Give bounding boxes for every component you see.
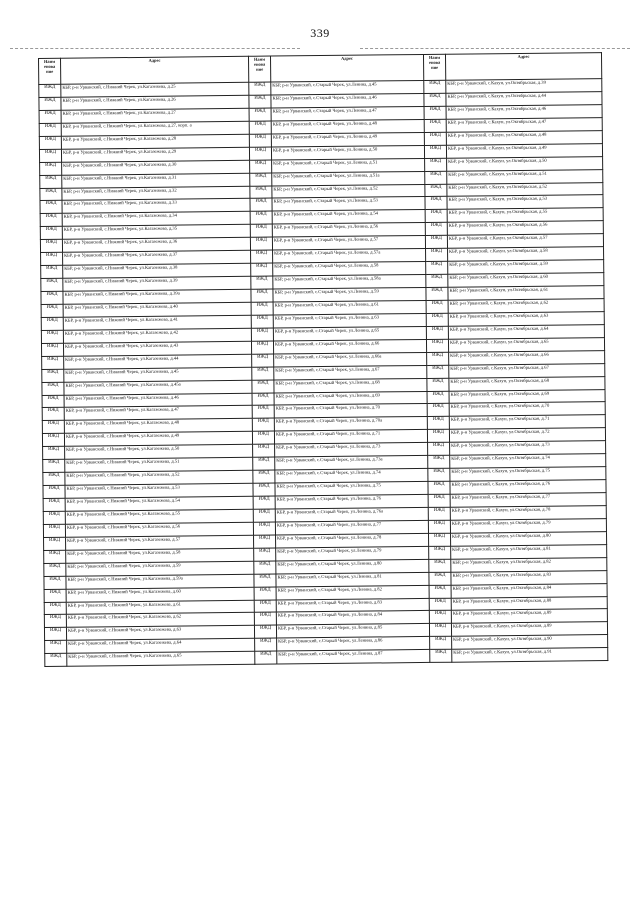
building-type-cell: ИЖД [39, 84, 61, 97]
building-type-cell: ИЖД [427, 365, 449, 378]
building-type-cell: ИЖД [253, 509, 275, 522]
building-type-cell: ИЖД [39, 123, 61, 136]
address-cell: КБР, р-н Урванский, с.Старый Черек, ул.Ленина, д.87 [277, 650, 430, 665]
table-body [39, 79, 608, 667]
address-cell: КБР, р-н Урванский, с.Нижний Черек, ул.Кагазежева, д.59 [66, 561, 254, 576]
address-cell: КБР, р-н Урванский, с.Нижний Черек, ул.Кагазежева, д.50 [65, 445, 253, 460]
address-cell: КБР, р-н Урванский, с.Старый Черек, ул.Ленина, д.79 [276, 546, 429, 561]
building-type-cell: ИЖД [428, 494, 450, 507]
address-cell: КБР, р-н Урванский, с.Нижний Черек, ул.Кагазежева, д.33 [62, 199, 250, 214]
building-type-cell: ИЖД [427, 417, 449, 430]
building-type-cell: ИЖД [251, 315, 273, 328]
page-number: 339 [310, 26, 330, 40]
building-type-cell: ИЖД [42, 421, 64, 434]
address-cell: КБР, р-н Урванский, с.Кахун, ул.Октябрьская, д.57 [447, 234, 603, 249]
address-cell: КБР, р-н Урванский, с.Старый Черек, ул.Ленина, д.48 [271, 119, 424, 134]
address-cell: КБР, р-н Урванский, с.Нижний Черек, ул.Кагазежева, д.36 [62, 238, 250, 253]
building-type-cell: ИЖД [252, 380, 274, 393]
address-cell: КБР, р-н Урванский, с.Кахун, ул.Октябрьская, д.74 [450, 454, 606, 469]
address-cell: КБР, р-н Урванский, с.Нижний Черек, ул.Кагазежева, д.37 [63, 250, 251, 265]
building-type-cell: ИЖД [429, 559, 451, 572]
building-type-cell: ИЖД [425, 197, 447, 210]
address-cell: КБР, р-н Урванский, с.Кахун, ул.Октябрьская, д.91 [452, 648, 608, 663]
building-type-cell: ИЖД [425, 171, 447, 184]
building-type-cell: ИЖД [40, 201, 62, 214]
address-cell: КБР, р-н Урванский, с.Старый Черек, ул.Ленина, д.46 [271, 93, 424, 108]
address-cell: КБР, р-н Урванский, с.Старый Черек, ул.Ленина, д.82 [276, 585, 429, 600]
address-cell: КБР, р-н Урванский, с.Старый Черек, ул.Ленина, д.58 [273, 262, 426, 277]
address-cell: КБР, р-н Урванский, с.Нижний Черек, ул.Кагазежева, д.43 [63, 341, 251, 356]
address-cell: КБР, р-н Урванский, с.Старый Черек, ул.Ленина, д.83 [276, 598, 429, 613]
building-type-cell: ИЖД [43, 446, 65, 459]
address-cell: КБР, р-н Урванский, с.Нижний Черек, ул.Кагазежева, д.30 [62, 160, 250, 175]
building-type-cell: ИЖД [253, 483, 275, 496]
building-type-cell: ИЖД [427, 352, 449, 365]
address-cell: КБР, р-н Урванский, с.Нижний Черек, ул.Кагазежева, д.40 [63, 302, 251, 317]
building-type-cell: ИЖД [40, 188, 62, 201]
building-type-cell: ИЖД [429, 598, 451, 611]
building-type-cell: ИЖД [425, 184, 447, 197]
building-type-cell: ИЖД [428, 520, 450, 533]
address-cell: КБР, р-н Урванский, с.Нижний Черек, ул.Кагазежева, д.28 [61, 134, 249, 149]
building-type-cell: ИЖД [42, 382, 64, 395]
building-type-cell: ИЖД [42, 395, 64, 408]
address-cell: КБР, р-н Урванский, с.Старый Черек, ул.Ленина, д.66 [273, 339, 426, 354]
address-cell: КБР, р-н Урванский, с.Нижний Черек, ул.Кагазежева, д.48 [64, 419, 252, 434]
building-type-cell: ИЖД [428, 442, 450, 455]
address-cell: КБР, р-н Урванский, с.Кахун, ул.Октябрьская, д.49 [446, 143, 602, 158]
building-type-cell: ИЖД [429, 624, 451, 637]
building-type-cell: ИЖД [44, 563, 66, 576]
building-type-cell: ИЖД [253, 496, 275, 509]
building-type-cell: ИЖД [252, 367, 274, 380]
address-cell: КБР, р-н Урванский, с.Нижний Черек, ул.Кагазежева, д.54 [65, 496, 253, 511]
building-type-cell: ИЖД [40, 175, 62, 188]
building-type-cell: ИЖД [44, 537, 66, 550]
building-type-cell: ИЖД [252, 393, 274, 406]
address-cell: КБР, р-н Урванский, с.Старый Черек, ул.Ленина, д.51а [272, 171, 425, 186]
building-type-cell: ИЖД [253, 457, 275, 470]
address-cell: КБР, р-н Урванский, с.Кахун, ул.Октябрьская, д.66 [449, 350, 605, 365]
building-type-cell: ИЖД [250, 211, 272, 224]
address-cell: КБР, р-н Урванский, с.Кахун, ул.Октябрьская, д.62 [448, 299, 604, 314]
address-cell: КБР, р-н Урванский, с.Кахун, ул.Октябрьская, д.88 [451, 596, 607, 611]
address-cell: КБР, р-н Урванский, с.Старый Черек, ул.Ленина, д.86 [277, 637, 430, 652]
building-type-cell: ИЖД [426, 248, 448, 261]
building-type-cell: ИЖД [41, 317, 63, 330]
column-header-address: Адрес [445, 53, 601, 81]
address-cell: КБР, р-н Урванский, с.Старый Черек, ул.Ленина, д.49 [271, 132, 424, 147]
address-cell: КБР, р-н Урванский, с.Кахун, ул.Октябрьская, д.89 [451, 622, 607, 637]
address-cell: КБР, р-н Урванский, с.Старый Черек, ул.Ленина, д.78 [276, 533, 429, 548]
building-type-cell: ИЖД [254, 600, 276, 613]
address-cell: КБР, р-н Урванский, с.Нижний Черек, ул.Кагазежева, д.56 [65, 522, 253, 537]
address-cell: КБР, р-н Урванский, с.Старый Черек, ул.Ленина, д.74 [275, 469, 428, 484]
building-type-cell: ИЖД [43, 485, 65, 498]
building-type-cell: ИЖД [40, 240, 62, 253]
address-cell: КБР, р-н Урванский, с.Кахун, ул.Октябрьская, д.58 [448, 247, 604, 262]
address-cell: КБР, р-н Урванский, с.Кахун, ул.Октябрьская, д.84 [451, 583, 607, 598]
building-type-cell: ИЖД [250, 173, 272, 186]
building-type-cell: ИЖД [43, 459, 65, 472]
column-header-address: Адрес [270, 54, 423, 82]
building-type-cell: ИЖД [428, 507, 450, 520]
building-type-cell: ИЖД [426, 339, 448, 352]
building-type-cell: ИЖД [251, 302, 273, 315]
address-cell: КБР, р-н Урванский, с.Нижний Черек, ул.Кагазежева, д.57 [66, 535, 254, 550]
address-cell: КБР, р-н Урванский, с.Нижний Черек, ул.Кагазежева, д.41 [63, 315, 251, 330]
building-type-cell: ИЖД [42, 434, 64, 447]
address-cell: КБР, р-н Урванский, с.Старый Черек, ул.Ленина, д.61 [273, 300, 426, 315]
address-cell: КБР, р-н Урванский, с.Старый Черек, ул.Ленина, д.69 [274, 391, 427, 406]
address-cell: КБР, р-н Урванский, с.Нижний Черек, ул.Кагазежева, д.64 [67, 639, 255, 654]
building-type-cell: ИЖД [41, 278, 63, 291]
building-type-cell: ИЖД [254, 612, 276, 625]
building-type-cell: ИЖД [251, 341, 273, 354]
building-type-cell: ИЖД [39, 97, 61, 110]
address-cell: КБР, р-н Урванский, с.Старый Черек, ул.Ленина, д.68 [274, 378, 427, 393]
address-cell: КБР, р-н Урванский, с.Нижний Черек, ул.Кагазежева, д.27 [61, 108, 249, 123]
address-cell: КБР, р-н Урванский, с.Старый Черек, ул.Ленина, д.65 [273, 326, 426, 341]
address-cell: КБР, р-н Урванский, с.Кахун, ул.Октябрьская, д.78 [450, 506, 606, 521]
building-type-cell: ИЖД [427, 391, 449, 404]
address-cell: КБР, р-н Урванский, с.Кахун, ул.Октябрьская, д.44 [446, 92, 602, 107]
building-type-cell: ИЖД [44, 589, 66, 602]
address-cell: КБР, р-н Урванский, с.Нижний Черек, ул.Кагазежева, д.26 [61, 95, 249, 110]
address-cell: КБР, р-н Урванский, с.Нижний Черек, ул.Кагазежева, д.63 [66, 626, 254, 641]
address-cell: КБР, р-н Урванский, с.Кахун, ул.Октябрьская, д.46 [446, 104, 602, 119]
building-type-cell: ИЖД [249, 95, 271, 108]
address-cell: КБР, р-н Урванский, с.Старый Черек, ул.Ленина, д.73 [275, 443, 428, 458]
building-type-cell: ИЖД [424, 106, 446, 119]
building-type-cell: ИЖД [426, 326, 448, 339]
building-type-cell: ИЖД [44, 576, 66, 589]
address-cell: КБР, р-н Урванский, с.Кахун, ул.Октябрьская, д.64 [448, 324, 604, 339]
address-cell: КБР, р-н Урванский, с.Нижний Черек, ул.Кагазежева, д.46 [64, 393, 252, 408]
address-cell: КБР, р-н Урванский, с.Нижний Черек, ул.Кагазежева, д.31 [62, 173, 250, 188]
address-cell: КБР, р-н Урванский, с.Старый Черек, ул.Ленина, д.81 [276, 572, 429, 587]
building-type-cell: ИЖД [254, 587, 276, 600]
building-type-cell: ИЖД [427, 378, 449, 391]
building-type-cell: ИЖД [45, 641, 67, 654]
building-type-cell: ИЖД [254, 625, 276, 638]
address-cell: КБР, р-н Урванский, с.Нижний Черек, ул.Кагазежева, д.45а [64, 380, 252, 395]
building-type-cell: ИЖД [254, 535, 276, 548]
address-cell: КБР, р-н Урванский, с.Старый Черек, ул.Ленина, д.51 [272, 158, 425, 173]
address-cell: КБР, р-н Урванский, с.Старый Черек, ул.Ленина, д.73а [275, 456, 428, 471]
address-cell: КБР, р-н Урванский, с.Нижний Черек, ул.Кагазежева, д.49 [64, 432, 252, 447]
address-cell: КБР, р-н Урванский, с.Старый Черек, ул.Ленина, д.45 [271, 80, 424, 95]
scan-artifact-line [10, 48, 300, 49]
address-cell: КБР, р-н Урванский, с.Кахун, ул.Октябрьская, д.90 [452, 635, 608, 650]
address-cell: КБР, р-н Урванский, с.Старый Черек, ул.Ленина, д.54 [272, 210, 425, 225]
address-cell: КБР, р-н Урванский, с.Нижний Черек, ул.Кагазежева, д.60 [66, 587, 254, 602]
address-cell: КБР, р-н Урванский, с.Старый Черек, ул.Ленина, д.57 [272, 236, 425, 251]
building-type-cell: ИЖД [430, 637, 452, 650]
address-cell: КБР, р-н Урванский, с.Старый Черек, ул.Ленина, д.75 [275, 482, 428, 497]
address-cell: КБР, р-н Урванский, с.Старый Черек, ул.Ленина, д.76а [275, 507, 428, 522]
address-cell: КБР, р-н Урванский, с.Старый Черек, ул.Ленина, д.66а [274, 352, 427, 367]
address-cell: КБР, р-н Урванский, с.Старый Черек, ул.Ленина, д.77 [275, 520, 428, 535]
building-type-cell: ИЖД [252, 405, 274, 418]
address-cell: КБР, р-н Урванский, с.Кахун, ул.Октябрьская, д.67 [449, 363, 605, 378]
building-type-cell: ИЖД [252, 431, 274, 444]
address-table [38, 52, 608, 667]
address-cell: КБР, р-н Урванский, с.Старый Черек, ул.Ленина, д.50 [271, 145, 424, 160]
building-type-cell: ИЖД [40, 227, 62, 240]
address-cell: КБР, р-н Урванский, с.Кахун, ул.Октябрьская, д.53 [447, 195, 603, 210]
building-type-cell: ИЖД [425, 223, 447, 236]
address-cell: КБР, р-н Урванский, с.Кахун, ул.Октябрьская, д.82 [451, 557, 607, 572]
building-type-cell: ИЖД [44, 550, 66, 563]
building-type-cell: ИЖД [253, 522, 275, 535]
address-cell: КБР, р-н Урванский, с.Нижний Черек, ул.Кагазежева, д.65 [67, 652, 255, 667]
address-cell: КБР, р-н Урванский, с.Кахун, ул.Октябрьская, д.71 [449, 415, 605, 430]
address-cell: КБР, р-н Урванский, с.Старый Черек, ул.Ленина, д.56 [272, 223, 425, 238]
building-type-cell: ИЖД [42, 369, 64, 382]
building-type-cell: ИЖД [424, 119, 446, 132]
address-cell: КБР, р-н Урванский, с.Старый Черек, ул.Ленина, д.52 [272, 184, 425, 199]
building-type-cell: ИЖД [44, 602, 66, 615]
building-type-cell: ИЖД [250, 198, 272, 211]
column-header-kind: Наим енова ние [39, 58, 61, 84]
building-type-cell: ИЖД [426, 300, 448, 313]
building-type-cell: ИЖД [41, 343, 63, 356]
address-cell: КБР, р-н Урванский, с.Старый Черек, ул.Ленина, д.85 [276, 624, 429, 639]
building-type-cell: ИЖД [251, 276, 273, 289]
address-cell: КБР, р-н Урванский, с.Старый Черек, ул.Ленина, д.63 [273, 313, 426, 328]
building-type-cell: ИЖД [254, 548, 276, 561]
building-type-cell: ИЖД [426, 313, 448, 326]
address-cell: КБР, р-н Урванский, с.Старый Черек, ул.Ленина, д.53 [272, 197, 425, 212]
address-cell: КБР, р-н Урванский, с.Кахун, ул.Октябрьская, д.76 [450, 480, 606, 495]
address-cell: КБР, р-н Урванский, с.Кахун, ул.Октябрьская, д.61 [448, 286, 604, 301]
address-cell: КБР, р-н Урванский, с.Нижний Черек, ул.Кагазежева, д.61 [66, 600, 254, 615]
building-type-cell: ИЖД [253, 444, 275, 457]
building-type-cell: ИЖД [428, 481, 450, 494]
address-cell: КБР, р-н Урванский, с.Нижний Черек, ул.Кагазежева, д.35 [62, 225, 250, 240]
address-cell: КБР, р-н Урванский, с.Нижний Черек, ул.Кагазежева, д.39 [63, 276, 251, 291]
building-type-cell: ИЖД [249, 134, 271, 147]
address-cell: КБР, р-н Урванский, с.Нижний Черек, ул.Кагазежева, д.55 [65, 509, 253, 524]
address-cell: КБР, р-н Урванский, с.Кахун, ул.Октябрьская, д.83 [451, 570, 607, 585]
building-type-cell: ИЖД [429, 585, 451, 598]
building-type-cell: ИЖД [40, 162, 62, 175]
building-type-cell: ИЖД [251, 250, 273, 263]
building-type-cell: ИЖД [255, 638, 277, 651]
building-type-cell: ИЖД [250, 237, 272, 250]
building-type-cell: ИЖД [41, 291, 63, 304]
address-cell: КБР, р-н Урванский, с.Старый Черек, ул.Ленина, д.57а [273, 249, 426, 264]
building-type-cell: ИЖД [43, 472, 65, 485]
address-cell: КБР, р-н Урванский, с.Кахун, ул.Октябрьская, д.73 [450, 441, 606, 456]
building-type-cell: ИЖД [252, 418, 274, 431]
address-table-wrapper [38, 52, 607, 667]
building-type-cell: ИЖД [43, 524, 65, 537]
address-cell: КБР, р-н Урванский, с.Нижний Черек, ул.Кагазежева, д.38 [63, 263, 251, 278]
building-type-cell: ИЖД [250, 160, 272, 173]
building-type-cell: ИЖД [41, 330, 63, 343]
address-cell: КБР, р-н Урванский, с.Нижний Черек, ул.Кагазежева, д.62 [66, 613, 254, 628]
building-type-cell: ИЖД [425, 235, 447, 248]
address-cell: КБР, р-н Урванский, с.Кахун, ул.Октябрьская, д.89 [451, 609, 607, 624]
address-cell: КБР, р-н Урванский, с.Нижний Черек, ул.Кагазежева, д.29 [61, 147, 249, 162]
building-type-cell: ИЖД [429, 546, 451, 559]
address-cell: КБР, р-н Урванский, с.Старый Черек, ул.Ленина, д.47 [271, 106, 424, 121]
building-type-cell: ИЖД [424, 80, 446, 93]
building-type-cell: ИЖД [429, 611, 451, 624]
address-cell: КБР, р-н Урванский, с.Кахун, ул.Октябрьская, д.47 [446, 117, 602, 132]
address-cell: КБР, р-н Урванский, с.Нижний Черек, ул.Кагазежева, д.39а [63, 289, 251, 304]
address-cell: КБР, р-н Урванский, с.Старый Черек, ул.Ленина, д.70а [274, 417, 427, 432]
building-type-cell: ИЖД [39, 149, 61, 162]
address-cell: КБР, р-н Урванский, с.Старый Черек, ул.Ленина, д.71 [274, 430, 427, 445]
address-cell: КБР, р-н Урванский, с.Старый Черек, ул.Ленина, д.84 [276, 611, 429, 626]
address-cell: КБР, р-н Урванский, с.Кахун, ул.Октябрьская, д.65 [448, 337, 604, 352]
address-cell: КБР, р-н Урванский, с.Кахун, ул.Октябрьская, д.55 [447, 208, 603, 223]
building-type-cell: ИЖД [43, 511, 65, 524]
address-cell: КБР, р-н Урванский, с.Нижний Черек, ул.Кагазежева, д.42 [63, 328, 251, 343]
address-cell: КБР, р-н Урванский, с.Кахун, ул.Октябрьская, д.70 [449, 402, 605, 417]
address-cell: КБР, р-н Урванский, с.Кахун, ул.Октябрьская, д.81 [451, 544, 607, 559]
address-cell: КБР, р-н Урванский, с.Кахун, ул.Октябрьская, д.79 [450, 518, 606, 533]
address-cell: КБР, р-н Урванский, с.Нижний Черек, ул.Кагазежева, д.52 [65, 470, 253, 485]
building-type-cell: ИЖД [42, 408, 64, 421]
address-cell: КБР, р-н Урванский, с.Кахун, ул.Октябрьская, д.77 [450, 493, 606, 508]
building-type-cell: ИЖД [41, 304, 63, 317]
address-cell: КБР, р-н Урванский, с.Нижний Черек, ул.Кагазежева, д.32 [62, 186, 250, 201]
building-type-cell: ИЖД [427, 430, 449, 443]
building-type-cell: ИЖД [424, 145, 446, 158]
address-cell: КБР, р-н Урванский, с.Нижний Черек, ул.Кагазежева, д.59а [66, 574, 254, 589]
building-type-cell: ИЖД [251, 328, 273, 341]
address-cell: КБР, р-н Урванский, с.Нижний Черек, ул.Кагазежева, д.44 [64, 354, 252, 369]
building-type-cell: ИЖД [429, 572, 451, 585]
column-header-kind: Наим енова ние [248, 56, 270, 82]
building-type-cell: ИЖД [430, 649, 452, 662]
building-type-cell: ИЖД [41, 252, 63, 265]
building-type-cell: ИЖД [249, 121, 271, 134]
building-type-cell: ИЖД [45, 653, 67, 666]
address-cell: КБР, р-н Урванский, с.Кахун, ул.Октябрьская, д.80 [450, 531, 606, 546]
column-header-address: Адрес [61, 56, 249, 84]
building-type-cell: ИЖД [40, 214, 62, 227]
address-cell: КБР, р-н Урванский, с.Кахун, ул.Октябрьская, д.51 [447, 169, 603, 184]
building-type-cell: ИЖД [43, 498, 65, 511]
address-cell: КБР, р-н Урванский, с.Нижний Черек, ул.Кагазежева, д.53 [65, 483, 253, 498]
address-cell: КБР, р-н Урванский, с.Старый Черек, ул.Ленина, д.70 [274, 404, 427, 419]
building-type-cell: ИЖД [428, 468, 450, 481]
building-type-cell: ИЖД [251, 263, 273, 276]
address-cell: КБР, р-н Урванский, с.Кахун, ул.Октябрьская, д.60 [448, 273, 604, 288]
building-type-cell: ИЖД [254, 561, 276, 574]
building-type-cell: ИЖД [424, 93, 446, 106]
column-header-kind: Наим енова ние [423, 54, 445, 80]
address-cell: КБР, р-н Урванский, с.Нижний Черек, ул.Кагазежева, д.27, корп. а [61, 121, 249, 136]
building-type-cell: ИЖД [44, 615, 66, 628]
building-type-cell: ИЖД [427, 404, 449, 417]
address-cell: КБР, р-н Урванский, с.Кахун, ул.Октябрьская, д.68 [449, 376, 605, 391]
building-type-cell: ИЖД [41, 265, 63, 278]
address-cell: КБР, р-н Урванский, с.Нижний Черек, ул.Кагазежева, д.58 [66, 548, 254, 563]
building-type-cell: ИЖД [250, 186, 272, 199]
building-type-cell: ИЖД [428, 533, 450, 546]
address-cell: КБР, р-н Урванский, с.Кахун, ул.Октябрьская, д.63 [448, 311, 604, 326]
building-type-cell: ИЖД [39, 110, 61, 123]
address-cell: КБР, р-н Урванский, с.Нижний Черек, ул.Кагазежева, д.34 [62, 212, 250, 227]
building-type-cell: ИЖД [426, 261, 448, 274]
address-cell: КБР, р-н Урванский, с.Старый Черек, ул.Ленина, д.76 [275, 494, 428, 509]
address-cell: КБР, р-н Урванский, с.Нижний Черек, ул.Кагазежева, д.45 [64, 367, 252, 382]
building-type-cell: ИЖД [255, 651, 277, 664]
address-cell: КБР, р-н Урванский, с.Старый Черек, ул.Ленина, д.58а [273, 275, 426, 290]
building-type-cell: ИЖД [250, 224, 272, 237]
building-type-cell: ИЖД [249, 147, 271, 160]
building-type-cell: ИЖД [253, 470, 275, 483]
building-type-cell: ИЖД [425, 210, 447, 223]
building-type-cell: ИЖД [428, 455, 450, 468]
building-type-cell: ИЖД [44, 628, 66, 641]
building-type-cell: ИЖД [425, 158, 447, 171]
address-cell: КБР, р-н Урванский, с.Кахун, ул.Октябрьская, д.52 [447, 182, 603, 197]
building-type-cell: ИЖД [254, 574, 276, 587]
scan-artifact-line [360, 48, 630, 49]
building-type-cell: ИЖД [39, 136, 61, 149]
building-type-cell: ИЖД [426, 287, 448, 300]
address-cell: КБР, р-н Урванский, с.Старый Черек, ул.Ленина, д.80 [276, 559, 429, 574]
address-cell: КБР, р-н Урванский, с.Кахун, ул.Октябрьская, д.59 [448, 260, 604, 275]
building-type-cell: ИЖД [249, 108, 271, 121]
building-type-cell: ИЖД [251, 289, 273, 302]
address-cell: КБР, р-н Урванский, с.Старый Черек, ул.Ленина, д.59 [273, 287, 426, 302]
address-cell: КБР, р-н Урванский, с.Кахун, ул.Октябрьская, д.72 [449, 428, 605, 443]
address-cell: КБР, р-н Урванский, с.Кахун, ул.Октябрьская, д.48 [446, 130, 602, 145]
address-cell: КБР, р-н Урванский, с.Кахун, ул.Октябрьская, д.50 [447, 156, 603, 171]
address-cell: КБР, р-н Урванский, с.Кахун, ул.Октябрьская, д.56 [447, 221, 603, 236]
address-cell: КБР, р-н Урванский, с.Кахун, ул.Октябрьская, д.69 [449, 389, 605, 404]
address-cell: КБР, р-н Урванский, с.Нижний Черек, ул.Кагазежева, д.51 [65, 457, 253, 472]
address-cell: КБР, р-н Урванский, с.Нижний Черек, ул.Кагазежева, д.25 [61, 82, 249, 97]
address-cell: КБР, р-н Урванский, с.Кахун, ул.Октябрьская, д.75 [450, 467, 606, 482]
building-type-cell: ИЖД [42, 356, 64, 369]
address-cell: КБР, р-н Урванский, с.Старый Черек, ул.Ленина, д.67 [274, 365, 427, 380]
building-type-cell: ИЖД [426, 274, 448, 287]
building-type-cell: ИЖД [424, 132, 446, 145]
address-cell: КБР, р-н Урванский, с.Кахун, ул.Октябрьская, д.39 [446, 79, 602, 94]
building-type-cell: ИЖД [252, 354, 274, 367]
building-type-cell: ИЖД [249, 82, 271, 95]
address-cell: КБР, р-н Урванский, с.Нижний Черек, ул.Кагазежева, д.47 [64, 406, 252, 421]
